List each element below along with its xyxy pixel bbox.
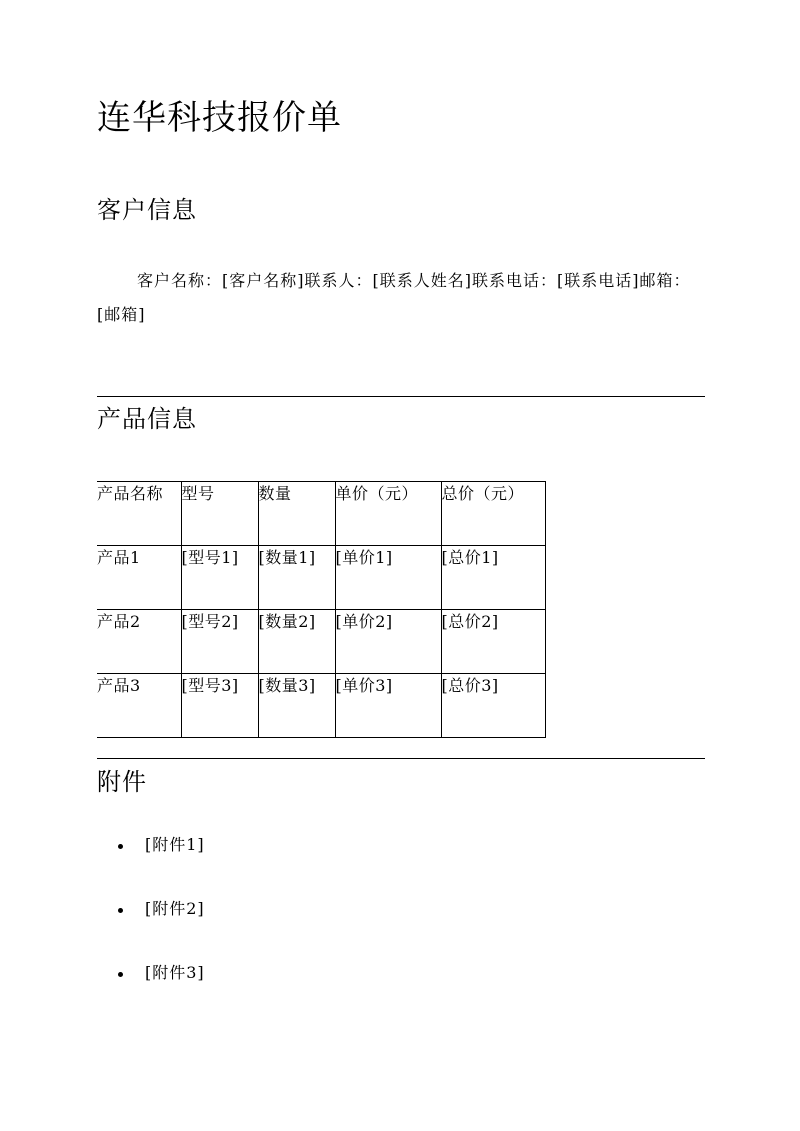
list-item	[97, 963, 205, 1027]
table-cell: [单价3]	[335, 674, 441, 738]
list-item	[97, 835, 205, 899]
table-row	[97, 546, 545, 610]
table-cell: [总价2]	[441, 610, 545, 674]
table-cell: [数量1]	[258, 546, 335, 610]
column-header-total-price: 总价（元）	[441, 482, 545, 546]
attachments-heading: 附件	[97, 768, 147, 796]
table-cell: [型号3]	[181, 674, 258, 738]
bullet-icon	[118, 972, 123, 977]
section-divider	[97, 758, 705, 759]
table-cell: 产品2	[97, 610, 181, 674]
section-divider	[97, 396, 705, 397]
list-item	[97, 899, 205, 963]
column-header-model: 型号	[181, 482, 258, 546]
bullet-icon	[118, 908, 123, 913]
product-table	[97, 481, 546, 738]
table-cell: [总价1]	[441, 546, 545, 610]
table-cell: 产品3	[97, 674, 181, 738]
table-header-row	[97, 482, 545, 546]
customer-info-paragraph: 客户名称：[客户名称]联系人：[联系人姓名]联系电话：[联系电话]邮箱：[邮箱]	[97, 271, 691, 324]
attachment-label: [附件3]	[145, 963, 205, 982]
table-cell: [数量2]	[258, 610, 335, 674]
table-row	[97, 610, 545, 674]
table-cell: [型号1]	[181, 546, 258, 610]
column-header-unit-price: 单价（元）	[335, 482, 441, 546]
customer-info-heading: 客户信息	[97, 196, 197, 224]
column-header-product-name: 产品名称	[97, 482, 181, 546]
table-cell: [数量3]	[258, 674, 335, 738]
table-cell: [单价2]	[335, 610, 441, 674]
document-title: 连华科技报价单	[97, 98, 342, 138]
attachments-list	[97, 835, 205, 1027]
table-row	[97, 674, 545, 738]
bullet-icon	[118, 844, 123, 849]
product-info-heading: 产品信息	[97, 405, 197, 433]
table-cell: [型号2]	[181, 610, 258, 674]
table-cell: [总价3]	[441, 674, 545, 738]
attachment-label: [附件1]	[145, 835, 205, 854]
column-header-quantity: 数量	[258, 482, 335, 546]
table-cell: [单价1]	[335, 546, 441, 610]
table-cell: 产品1	[97, 546, 181, 610]
attachment-label: [附件2]	[145, 899, 205, 918]
